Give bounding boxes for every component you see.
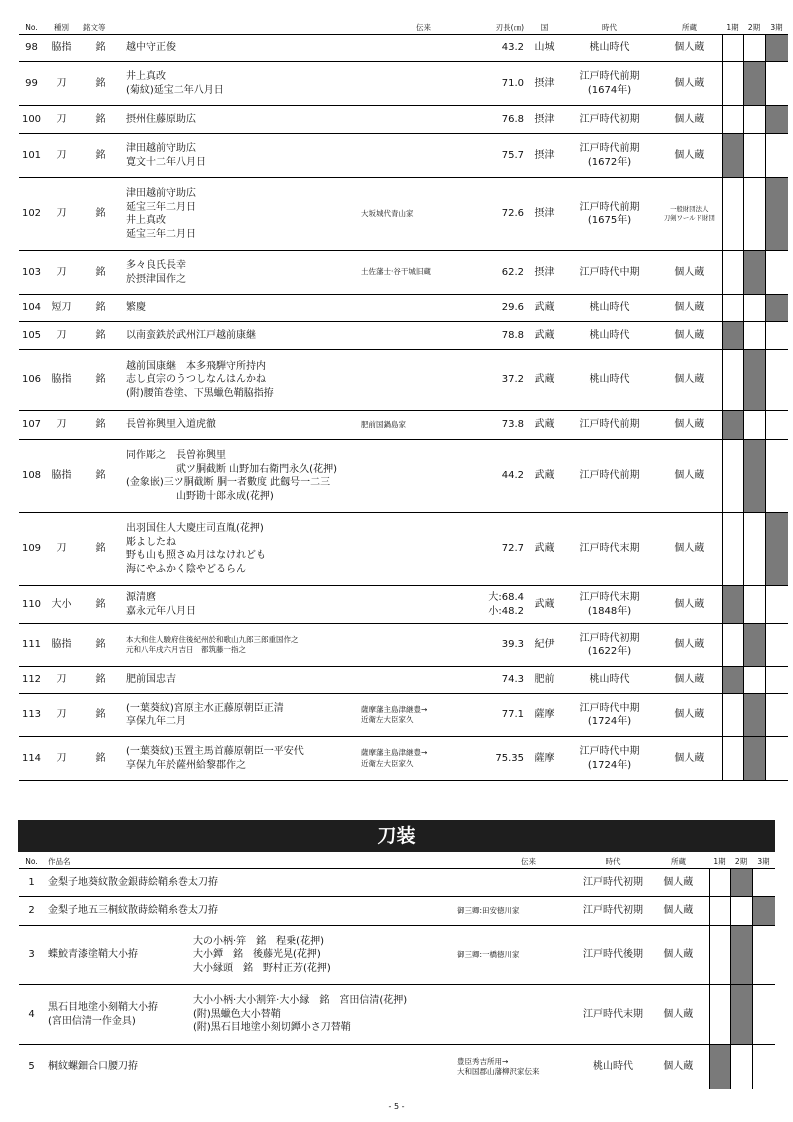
period-2-marker [743,440,765,513]
fitting-era: 江戸時代初期 [578,869,648,897]
fitting-detail [189,897,453,926]
sword-inscription: 本大和住人駿府住後紀州於和歌山九郎三郎重国作之 元和八年戌六月吉日 都筑藤一指之 [122,624,357,667]
sword-era: 桃山時代 [562,667,657,694]
sword-era: 江戸時代前期 [562,440,657,513]
col-length: 刃長(㎝) [469,20,527,35]
fittings-table [19,854,775,1089]
fitting-name: 蝶鮫青漆塗鞘大小拵 [44,926,189,985]
period-1-marker [722,667,743,694]
sword-length: 74.3 [469,667,527,694]
sword-inscription: 源清麿 嘉永元年八月日 [122,586,357,624]
period-3-marker [765,251,788,295]
sword-mei: 銘 [79,513,122,586]
period-1-marker [722,440,743,513]
fitting-owner: 個人蔵 [648,869,709,897]
fitting-row [19,985,775,1045]
fitting-owner: 個人蔵 [648,897,709,926]
sword-inscription: 同作彫之 長曽祢興里 貮ツ胴截断 山野加右衛門永久(花押) (金象嵌)三ツ胴截断 胴一者數度 此劔号一二三 山野勘十郎永成(花押) [122,440,357,513]
period-2-marker [730,926,752,985]
period-1-marker [722,737,743,781]
sword-row [19,350,788,411]
sword-owner: 個人蔵 [657,62,722,106]
sword-length: 77.1 [469,694,527,737]
period-1-marker [722,35,743,62]
fitting-detail [189,869,453,897]
sword-mei: 銘 [79,35,122,62]
sword-province: 摂津 [527,106,562,134]
sword-no: 103 [19,251,44,295]
sword-inscription: 多々良氏長幸 於摂津国作之 [122,251,357,295]
period-3-marker [765,694,788,737]
sword-province: 紀伊 [527,624,562,667]
sword-province: 摂津 [527,134,562,178]
sword-mei: 銘 [79,667,122,694]
sword-inscription: 出羽国住人大慶庄司直胤(花押) 彫よしたね 野も山も照さぬ月はなけれども 海にやふかく陰やどるらん [122,513,357,586]
fitting-row [19,926,775,985]
fitting-provenance [453,985,578,1045]
sword-length: 78.8 [469,322,527,350]
sword-no: 110 [19,586,44,624]
fit-col-owner: 所蔵 [648,854,709,869]
sword-mei: 銘 [79,586,122,624]
sword-owner: 個人蔵 [657,251,722,295]
period-2-marker [743,694,765,737]
col-no: No. [19,20,44,35]
period-3-marker [765,134,788,178]
section-title: 刀装 [377,825,416,847]
period-2-marker [743,134,765,178]
period-3-marker [765,178,788,251]
col-inscription: 銘文等 [79,20,357,35]
sword-length: 43.2 [469,35,527,62]
sword-inscription: 越中守正俊 [122,35,357,62]
sword-mei: 銘 [79,62,122,106]
sword-era: 江戸時代前期 (1675年) [562,178,657,251]
period-2-marker [743,513,765,586]
col-provenance: 伝来 [357,20,469,35]
sword-type: 脇指 [44,350,79,411]
period-1-marker [709,985,730,1045]
fitting-no: 4 [19,985,44,1045]
fittings-header-row [19,854,775,869]
period-1-marker [722,62,743,106]
period-2-marker [743,586,765,624]
sword-type: 刀 [44,251,79,295]
sword-length: 71.0 [469,62,527,106]
period-2-marker [743,106,765,134]
period-2-marker [743,251,765,295]
sword-provenance [357,35,469,62]
sword-no: 105 [19,322,44,350]
period-1-marker [722,106,743,134]
period-3-marker [765,295,788,322]
fitting-owner: 個人蔵 [663,1061,694,1072]
fitting-detail: 大小小柄·大小割笄·大小縁 銘 宮田信清(花押) (附)黒蠟色大小替鞘 (附)黒石目地塗小刻切鐔小さ刀替鞘 [189,985,453,1045]
sword-era: 桃山時代 [562,35,657,62]
sword-inscription: 津田越前守助広 寛文十二年八月日 [122,134,357,178]
sword-province: 山城 [527,35,562,62]
sword-owner: 個人蔵 [657,440,722,513]
period-2-marker [743,624,765,667]
sword-type: 刀 [44,62,79,106]
sword-province: 武蔵 [527,411,562,440]
sword-owner: 個人蔵 [657,295,722,322]
period-3-marker [752,926,775,985]
period-1-marker [709,869,730,897]
sword-province: 武蔵 [527,586,562,624]
sword-era: 江戸時代前期 (1672年) [562,134,657,178]
sword-row [19,737,788,781]
sword-province: 肥前 [527,667,562,694]
sword-owner: 個人蔵 [657,586,722,624]
fitting-era: 桃山時代 [593,1061,633,1072]
col-era: 時代 [562,20,657,35]
sword-era: 江戸時代初期 (1622年) [562,624,657,667]
period-1-marker [722,350,743,411]
sword-length: 大:68.4 小:48.2 [469,586,527,624]
sword-inscription: (一葉葵紋)玉置主馬首藤原朝臣一平安代 享保九年於薩州給黎郡作之 [122,737,357,781]
sword-owner: 個人蔵 [657,106,722,134]
fit-col-period-3: 3期 [752,854,775,869]
sword-owner: 個人蔵 [657,694,722,737]
sword-provenance [357,667,469,694]
col-period-3: 3期 [765,20,788,35]
sword-inscription: 越前国康継 本多飛騨守所持内 志し貞宗のうつしなんはんかね (附)腰笛巻塗、下黒蠟色鞘脇指拵 [122,350,357,411]
sword-mei: 銘 [79,350,122,411]
period-2-marker [743,35,765,62]
sword-row [19,513,788,586]
period-1-marker [722,295,743,322]
fit-col-no: No. [19,854,44,869]
sword-length: 75.35 [469,737,527,781]
period-3-marker [765,667,788,694]
sword-provenance [357,440,469,513]
sword-type: 大小 [44,586,79,624]
sword-owner: 個人蔵 [657,513,722,586]
col-period-2: 2期 [743,20,765,35]
sword-type: 短刀 [44,295,79,322]
period-1-marker [709,897,730,926]
sword-no: 109 [19,513,44,586]
sword-era: 江戸時代前期 (1674年) [562,62,657,106]
fitting-row [19,869,775,897]
sword-type: 刀 [44,134,79,178]
col-period-1: 1期 [722,20,743,35]
sword-province: 薩摩 [527,694,562,737]
sword-row [19,322,788,350]
sword-length: 73.8 [469,411,527,440]
period-1-marker [722,694,743,737]
sword-era: 江戸時代前期 [562,411,657,440]
col-owner: 所蔵 [657,20,722,35]
sword-provenance [357,106,469,134]
sword-no: 102 [19,178,44,251]
sword-no: 107 [19,411,44,440]
fitting-no: 2 [19,897,44,926]
sword-owner: 個人蔵 [657,624,722,667]
period-1-marker [722,513,743,586]
sword-province: 摂津 [527,251,562,295]
period-1-marker [722,251,743,295]
sword-length: 29.6 [469,295,527,322]
period-2-marker [730,869,752,897]
sword-provenance [357,322,469,350]
col-type: 種別 [44,20,79,35]
period-1-marker [722,586,743,624]
period-3-marker [765,513,788,586]
fitting-row [19,897,775,926]
sword-era: 江戸時代中期 (1724年) [562,737,657,781]
sword-mei: 銘 [79,106,122,134]
period-2-marker [743,667,765,694]
period-2-marker [743,737,765,781]
sword-no: 112 [19,667,44,694]
sword-type: 刀 [44,178,79,251]
sword-provenance [357,513,469,586]
fitting-provenance: 御三卿:一橋徳川家 [453,926,578,985]
fitting-era: 江戸時代末期 [578,985,648,1045]
sword-inscription: 津田越前守助広 延宝三年二月日 井上真改 延宝三年二月日 [122,178,357,251]
fitting-name: 黒石目地塗小刻鞘大小拵 (宮田信清一作金具) [44,985,189,1045]
sword-province: 薩摩 [527,737,562,781]
period-2-marker [730,1045,752,1089]
sword-type: 脇指 [44,624,79,667]
sword-type: 刀 [44,411,79,440]
period-1-marker [722,624,743,667]
fitting-provenance: 御三卿:田安徳川家 [453,897,578,926]
fitting-no: 3 [19,926,44,985]
period-3-marker [765,322,788,350]
sword-no: 108 [19,440,44,513]
sword-owner: 個人蔵 [657,411,722,440]
fitting-row [19,1045,775,1089]
swords-table [19,20,788,781]
sword-type: 刀 [44,737,79,781]
sword-province: 武蔵 [527,513,562,586]
sword-no: 99 [19,62,44,106]
sword-owner: 個人蔵 [657,35,722,62]
period-3-marker [765,62,788,106]
sword-row [19,295,788,322]
sword-type: 刀 [44,106,79,134]
fitting-provenance [453,869,578,897]
sword-length: 39.3 [469,624,527,667]
sword-no: 104 [19,295,44,322]
swords-header-row [19,20,788,35]
period-1-marker [709,926,730,985]
sword-owner: 個人蔵 [657,737,722,781]
sword-row [19,440,788,513]
sword-mei: 銘 [79,624,122,667]
sword-owner: 個人蔵 [657,350,722,411]
sword-row [19,106,788,134]
period-3-marker [752,897,775,926]
sword-type: 刀 [44,322,79,350]
sword-no: 106 [19,350,44,411]
fitting-name: 金梨子地五三桐紋散蒔絵鞘糸巻太刀拵 [44,897,189,926]
sword-row [19,667,788,694]
fitting-era: 江戸時代後期 [578,926,648,985]
sword-era: 江戸時代中期 (1724年) [562,694,657,737]
sword-type: 刀 [44,694,79,737]
sword-mei: 銘 [79,322,122,350]
period-2-marker [743,350,765,411]
sword-mei: 銘 [79,737,122,781]
sword-mei: 銘 [79,251,122,295]
sword-no: 100 [19,106,44,134]
sword-inscription: (一葉葵紋)宮原主水正藤原朝臣正清 享保九年二月 [122,694,357,737]
sword-type: 刀 [44,667,79,694]
sword-provenance: 大坂城代青山家 [357,178,469,251]
period-3-marker [765,35,788,62]
sword-row [19,411,788,440]
sword-era: 江戸時代初期 [562,106,657,134]
sword-owner: 個人蔵 [657,667,722,694]
sword-era: 江戸時代末期 [562,513,657,586]
period-3-marker [765,440,788,513]
period-3-marker [765,586,788,624]
fitting-no: 5 [28,1061,35,1072]
sword-provenance: 肥前国鍋島家 [357,411,469,440]
sword-era: 桃山時代 [562,350,657,411]
section-title-band [18,820,775,852]
sword-provenance [357,62,469,106]
sword-inscription: 肥前国忠吉 [122,667,357,694]
sword-mei: 銘 [79,178,122,251]
sword-row [19,251,788,295]
sword-length: 37.2 [469,350,527,411]
sword-provenance: 薩摩藩主島津継豊→ 近衛左大臣家久 [357,737,469,781]
sword-length: 76.8 [469,106,527,134]
sword-no: 111 [19,624,44,667]
sword-mei: 銘 [79,440,122,513]
period-1-marker [722,134,743,178]
period-3-marker [765,350,788,411]
sword-type: 脇指 [44,35,79,62]
sword-mei: 銘 [79,134,122,178]
fitting-name: 金梨子地葵紋散金銀蒔絵鞘糸巻太刀拵 [44,869,189,897]
sword-provenance [357,586,469,624]
sword-no: 98 [19,35,44,62]
fitting-provenance: 豊臣秀吉所用→ 大和国郡山藩柳沢家伝来 [457,1056,540,1076]
sword-row [19,134,788,178]
period-3-marker [752,869,775,897]
sword-owner: 個人蔵 [657,134,722,178]
fitting-owner: 個人蔵 [648,926,709,985]
sword-inscription: 以南蛮鉄於武州江戸越前康継 [122,322,357,350]
sword-era: 江戸時代末期 (1848年) [562,586,657,624]
fit-col-period-1: 1期 [709,854,730,869]
fitting-owner: 個人蔵 [648,985,709,1045]
period-2-marker [743,411,765,440]
sword-inscription: 繁慶 [122,295,357,322]
sword-length: 72.7 [469,513,527,586]
col-province: 国 [527,20,562,35]
sword-type: 刀 [44,513,79,586]
sword-era: 桃山時代 [562,322,657,350]
sword-era: 桃山時代 [562,295,657,322]
period-3-marker [752,1045,775,1089]
sword-type: 脇指 [44,440,79,513]
period-2-marker [743,62,765,106]
fit-col-name: 作品名 [44,854,453,869]
fitting-detail [189,1045,453,1089]
sword-province: 武蔵 [527,322,562,350]
sword-length: 44.2 [469,440,527,513]
sword-provenance [357,295,469,322]
period-1-marker [722,411,743,440]
period-1-marker [709,1045,730,1089]
sword-mei: 銘 [79,411,122,440]
sword-row [19,624,788,667]
sword-mei: 銘 [79,694,122,737]
sword-provenance: 土佐藩士·谷干城旧蔵 [357,251,469,295]
period-2-marker [730,985,752,1045]
fit-col-period-2: 2期 [730,854,752,869]
period-1-marker [722,322,743,350]
sword-owner: 一般財団法人 刀剣ワールド財団 [657,178,722,251]
sword-no: 113 [19,694,44,737]
sword-province: 武蔵 [527,440,562,513]
sword-provenance [357,134,469,178]
period-2-marker [730,897,752,926]
period-3-marker [765,411,788,440]
fitting-era: 江戸時代初期 [578,897,648,926]
sword-inscription: 井上真改 (菊紋)延宝二年八月日 [122,62,357,106]
period-3-marker [765,737,788,781]
sword-row [19,178,788,251]
sword-era: 江戸時代中期 [562,251,657,295]
sword-owner: 個人蔵 [657,322,722,350]
sword-province: 摂津 [527,178,562,251]
period-2-marker [743,322,765,350]
sword-length: 72.6 [469,178,527,251]
period-3-marker [765,106,788,134]
period-1-marker [722,178,743,251]
sword-province: 武蔵 [527,350,562,411]
sword-row [19,35,788,62]
sword-provenance [357,350,469,411]
sword-no: 101 [19,134,44,178]
sword-provenance [357,624,469,667]
sword-row [19,586,788,624]
page-number: - 5 - [388,1102,405,1111]
fit-col-provenance: 伝来 [453,854,578,869]
sword-length: 75.7 [469,134,527,178]
period-2-marker [743,178,765,251]
sword-province: 摂津 [527,62,562,106]
sword-mei: 銘 [79,295,122,322]
sword-inscription: 摂州住藤原助広 [122,106,357,134]
period-3-marker [765,624,788,667]
sword-no: 114 [19,737,44,781]
sword-row [19,694,788,737]
sword-length: 62.2 [469,251,527,295]
fitting-detail: 大の小柄·笄 銘 程乗(花押) 大小鐔 銘 後藤光晃(花押) 大小縁頭 銘 野村正芳(花押) [189,926,453,985]
sword-inscription: 長曽祢興里入道虎徹 [122,411,357,440]
fitting-no: 1 [19,869,44,897]
fit-col-era: 時代 [578,854,648,869]
sword-province: 武蔵 [527,295,562,322]
sword-row [19,62,788,106]
sword-provenance: 薩摩藩主島津継豊→ 近衛左大臣家久 [357,694,469,737]
period-3-marker [752,985,775,1045]
fitting-name: 桐紋螺鈿合口腰刀拵 [48,1061,138,1072]
period-2-marker [743,295,765,322]
